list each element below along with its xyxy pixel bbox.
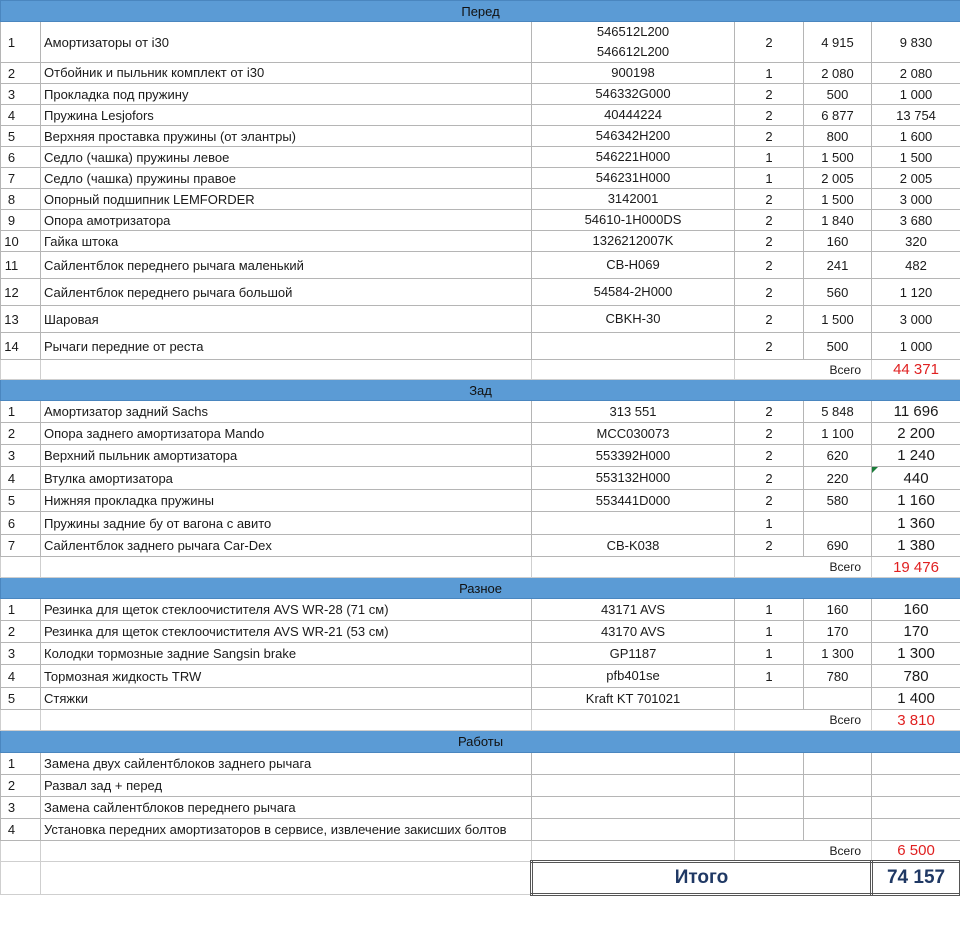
empty-cell [532,775,735,797]
empty-cell [872,775,960,797]
section-title: Перед [1,1,960,22]
line-sum: 1 000 [872,333,960,360]
total-value: 6 500 [872,841,960,862]
empty-cell [532,710,735,731]
grand-total-label: Итого [532,862,872,895]
line-sum: 1 500 [872,147,960,168]
row-number: 14 [1,333,41,360]
table-row [1,126,960,147]
item-name: Пружины задние бу от вагона с авито [41,512,532,535]
part-number [532,665,735,688]
item-name: Пружина Lesjofors [41,105,532,126]
total-label: Всего [735,557,872,578]
row-number: 4 [1,105,41,126]
row-number: 3 [1,643,41,665]
quantity: 1 [735,621,804,643]
unit-price [804,512,872,535]
part-number-line: GP1187 [609,645,657,661]
empty-cell [804,797,872,819]
item-name: Верхняя проставка пружины (от элантры) [41,126,532,147]
part-number [532,252,735,279]
quantity: 2 [735,306,804,333]
item-name: Седло (чашка) пружины левое [41,147,532,168]
row-number: 1 [1,401,41,423]
part-number [532,423,735,445]
row-number: 9 [1,210,41,231]
section-header [1,731,960,753]
part-number [532,643,735,665]
part-number [532,535,735,557]
quantity: 2 [735,252,804,279]
part-number-line: 546612L200 [596,44,670,59]
item-name: Гайка штока [41,231,532,252]
quantity: 2 [735,535,804,557]
unit-price: 560 [804,279,872,306]
unit-price: 620 [804,445,872,467]
quantity [735,688,804,710]
line-sum: 2 200 [872,423,960,445]
unit-price: 2 005 [804,168,872,189]
table-row [1,252,960,279]
item-name: Шаровая [41,306,532,333]
item-name: Отбойник и пыльник комплект от i30 [41,63,532,84]
row-number: 1 [1,599,41,621]
empty-cell [532,753,735,775]
part-number-line: 40444224 [604,107,662,122]
unit-price: 2 080 [804,63,872,84]
item-name: Седло (чашка) пружины правое [41,168,532,189]
quantity: 2 [735,231,804,252]
table-row [1,445,960,467]
part-number-line: CB-H069 [606,257,660,272]
item-name: Стяжки [41,688,532,710]
item-name: Опора амотризатора [41,210,532,231]
part-number-line: 54610-1H000DS [584,212,682,227]
empty-cell [1,360,41,380]
table-row [1,753,960,775]
item-name: Резинка для щеток стеклоочистителя AVS WR-21 (53 см) [41,621,532,643]
row-number: 7 [1,168,41,189]
table-row [1,490,960,512]
section-title: Разное [1,578,960,599]
quantity: 1 [735,665,804,688]
empty-cell [532,797,735,819]
empty-cell [872,797,960,819]
part-number-line: CB-K038 [606,537,660,553]
part-number [532,445,735,467]
table-row [1,775,960,797]
table-row [1,168,960,189]
part-number-line: 553392H000 [595,447,671,463]
unit-price: 780 [804,665,872,688]
empty-cell [1,841,41,862]
quantity: 2 [735,105,804,126]
table-row [1,189,960,210]
quantity: 1 [735,643,804,665]
total-value: 3 810 [872,710,960,731]
row-number: 3 [1,797,41,819]
line-sum: 170 [872,621,960,643]
empty-cell [804,775,872,797]
item-name: Прокладка под пружину [41,84,532,105]
part-number-line: 43170 AVS [600,623,666,639]
part-number-line: CBKH-30 [605,311,661,326]
quantity: 2 [735,279,804,306]
row-number: 2 [1,63,41,84]
total-label: Всего [735,841,872,862]
row-number: 7 [1,535,41,557]
part-number [532,599,735,621]
part-number [532,306,735,333]
empty-cell [735,819,804,841]
row-number: 4 [1,665,41,688]
empty-cell [41,557,532,578]
part-number [532,189,735,210]
unit-price: 4 915 [804,22,872,63]
table-row [1,84,960,105]
line-sum: 3 000 [872,189,960,210]
part-number-line: 546221H000 [595,149,671,164]
line-sum: 11 696 [872,401,960,423]
line-sum: 1 000 [872,84,960,105]
unit-price: 170 [804,621,872,643]
empty-cell [1,710,41,731]
quantity: 1 [735,168,804,189]
part-number-line: MCC030073 [596,425,670,441]
item-name: Колодки тормозные задние Sangsin brake [41,643,532,665]
row-number: 2 [1,775,41,797]
row-number: 5 [1,126,41,147]
unit-price: 1 500 [804,189,872,210]
unit-price: 1 840 [804,210,872,231]
item-name: Замена двух сайлентблоков заднего рычага [41,753,532,775]
part-number [532,621,735,643]
empty-cell [804,753,872,775]
row-number: 4 [1,819,41,841]
item-name: Резинка для щеток стеклоочистителя AVS WR-28 (71 см) [41,599,532,621]
part-number [532,688,735,710]
row-number: 12 [1,279,41,306]
line-sum: 1 240 [872,445,960,467]
empty-cell [1,557,41,578]
row-number: 5 [1,490,41,512]
part-number [532,490,735,512]
line-sum: 1 300 [872,643,960,665]
line-sum: 1 600 [872,126,960,147]
item-name: Сайлентблок переднего рычага маленький [41,252,532,279]
part-number [532,512,735,535]
row-number: 2 [1,423,41,445]
unit-price: 220 [804,467,872,490]
grand-total-value: 74 157 [872,862,960,895]
item-name: Амортизатор задний Sachs [41,401,532,423]
row-number: 6 [1,512,41,535]
line-sum: 160 [872,599,960,621]
quantity: 2 [735,445,804,467]
line-sum: 1 120 [872,279,960,306]
part-number [532,63,735,84]
unit-price: 690 [804,535,872,557]
row-number: 2 [1,621,41,643]
table-row [1,333,960,360]
item-name: Опорный подшипник LEMFORDER [41,189,532,210]
section-header [1,380,960,401]
section-title: Работы [1,731,960,753]
line-sum: 2 080 [872,63,960,84]
empty-cell [735,797,804,819]
table-row [1,306,960,333]
quantity: 2 [735,333,804,360]
line-sum: 3 680 [872,210,960,231]
row-number: 3 [1,445,41,467]
part-number-line: 546512L200 [596,24,670,39]
item-name: Верхний пыльник амортизатора [41,445,532,467]
item-name: Развал зад + перед [41,775,532,797]
part-number-line: 546342H200 [595,128,671,143]
quantity: 2 [735,189,804,210]
quantity: 2 [735,423,804,445]
line-sum: 13 754 [872,105,960,126]
part-number-line: 546231H000 [595,170,671,185]
empty-cell [1,862,41,895]
table-row [1,105,960,126]
table-row [1,423,960,445]
empty-cell [804,819,872,841]
part-number [532,279,735,306]
empty-cell [532,819,735,841]
item-name: Нижняя прокладка пружины [41,490,532,512]
table-row [1,621,960,643]
part-number-line: 900198 [611,65,655,80]
section-total-row [1,841,960,862]
line-sum: 482 [872,252,960,279]
part-number-line: 553132H000 [595,470,671,485]
unit-price: 1 500 [804,306,872,333]
empty-cell [872,819,960,841]
table-row [1,231,960,252]
quantity: 1 [735,147,804,168]
quantity: 2 [735,467,804,490]
row-number: 3 [1,84,41,105]
item-name: Опора заднего амортизатора Mando [41,423,532,445]
total-value: 44 371 [872,360,960,380]
table-row [1,63,960,84]
part-number [532,168,735,189]
quantity: 1 [735,63,804,84]
row-number: 1 [1,753,41,775]
table-row [1,467,960,490]
quantity: 2 [735,126,804,147]
empty-cell [735,753,804,775]
table-row [1,401,960,423]
part-number-line: 43171 AVS [600,601,666,617]
table-row [1,643,960,665]
part-number [532,467,735,490]
empty-cell [735,775,804,797]
row-number: 4 [1,467,41,490]
grand-total-row [1,862,960,895]
unit-price: 1 100 [804,423,872,445]
line-sum: 3 000 [872,306,960,333]
empty-cell [41,360,532,380]
quantity: 2 [735,490,804,512]
unit-price: 1 500 [804,147,872,168]
total-label: Всего [735,710,872,731]
unit-price: 6 877 [804,105,872,126]
unit-price [804,688,872,710]
table-row [1,512,960,535]
item-name: Втулка амортизатора [41,467,532,490]
line-sum: 780 [872,665,960,688]
part-number-line: 553441D000 [595,492,671,508]
item-name: Замена сайлентблоков переднего рычага [41,797,532,819]
unit-price: 160 [804,231,872,252]
unit-price: 1 300 [804,643,872,665]
row-number: 11 [1,252,41,279]
line-sum: 1 380 [872,535,960,557]
table-row [1,599,960,621]
line-sum: 440 [872,467,960,490]
part-number-line: Kraft KT 701021 [585,690,681,706]
empty-cell [41,862,532,895]
line-sum: 1 400 [872,688,960,710]
row-number: 1 [1,22,41,63]
part-number-line: 313 551 [609,403,657,419]
quantity: 2 [735,401,804,423]
table-row [1,535,960,557]
line-sum: 1 160 [872,490,960,512]
part-number-line: 1326212007K [592,233,674,248]
part-number [532,147,735,168]
section-total-row [1,360,960,380]
quantity: 1 [735,512,804,535]
item-name: Амортизаторы от i30 [41,22,532,63]
total-label: Всего [735,360,872,380]
section-total-row [1,557,960,578]
quantity: 2 [735,22,804,63]
quantity: 2 [735,210,804,231]
part-number [532,84,735,105]
part-number-line: 54584-2H000 [593,284,673,299]
line-sum: 1 360 [872,512,960,535]
item-name: Установка передних амортизаторов в сервисе, извлечение закисших болтов [41,819,532,841]
table-row [1,279,960,306]
part-number-line: pfb401se [606,668,660,683]
quantity: 2 [735,84,804,105]
row-number: 10 [1,231,41,252]
unit-price: 160 [804,599,872,621]
unit-price: 241 [804,252,872,279]
item-name: Сайлентблок заднего рычага Car-Dex [41,535,532,557]
line-sum: 2 005 [872,168,960,189]
empty-cell [41,841,532,862]
part-number [532,231,735,252]
table-row [1,665,960,688]
line-sum: 9 830 [872,22,960,63]
part-number [532,126,735,147]
line-sum: 320 [872,231,960,252]
unit-price: 5 848 [804,401,872,423]
row-number: 6 [1,147,41,168]
row-number: 5 [1,688,41,710]
empty-cell [41,710,532,731]
part-number-line: 3142001 [607,191,659,206]
table-row [1,819,960,841]
table-row [1,147,960,168]
unit-price: 800 [804,126,872,147]
table-row [1,210,960,231]
part-number [532,333,735,360]
row-number: 13 [1,306,41,333]
section-header [1,1,960,22]
quantity: 1 [735,599,804,621]
table-row [1,22,960,63]
unit-price: 500 [804,84,872,105]
section-total-row [1,710,960,731]
part-number [532,401,735,423]
part-number [532,210,735,231]
empty-cell [532,841,735,862]
item-name: Рычаги передние от реста [41,333,532,360]
table-row [1,797,960,819]
table-row [1,688,960,710]
section-header [1,578,960,599]
total-value: 19 476 [872,557,960,578]
empty-cell [532,557,735,578]
part-number [532,105,735,126]
section-title: Зад [1,380,960,401]
part-number-line: 546332G000 [595,86,671,101]
empty-cell [872,753,960,775]
row-number: 8 [1,189,41,210]
part-number [532,22,735,63]
item-name: Сайлентблок переднего рычага большой [41,279,532,306]
empty-cell [532,360,735,380]
unit-price: 580 [804,490,872,512]
item-name: Тормозная жидкость TRW [41,665,532,688]
unit-price: 500 [804,333,872,360]
